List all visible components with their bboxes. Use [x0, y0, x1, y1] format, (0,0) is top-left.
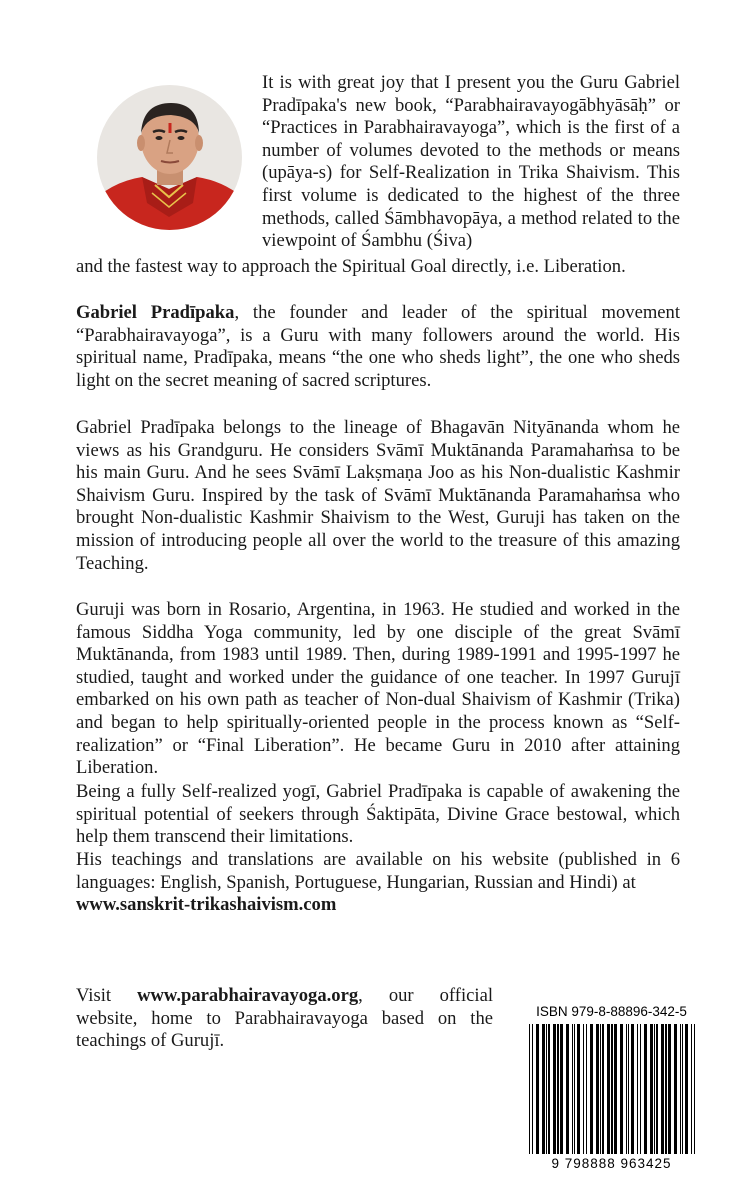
- barcode-bar: [626, 1024, 627, 1154]
- barcode-bar: [631, 1024, 634, 1154]
- barcode-bar: [600, 1024, 601, 1154]
- barcode-bar: [560, 1024, 563, 1154]
- saktipata-paragraph: Being a fully Self-realized yogī, Gabriel Pradīpaka is capable of awakening the spiritual potential of seekers through Śaktipāta, Divine Grace bestowal, which help them transcend their limitations.: [76, 781, 680, 848]
- barcode-bar: [583, 1024, 584, 1154]
- barcode-bar: [654, 1024, 655, 1154]
- barcode-bar: [529, 1024, 530, 1154]
- barcode-bar: [685, 1024, 688, 1154]
- author-paragraph-text: , the founder and leader of the spiritual movement “Parabhairavayoga”, is a Guru with many followers around the world. His spiritual name, Pradīpaka, means “the one who sheds light”, the one who sheds light on the secret meaning of sacred scriptures.: [76, 302, 681, 391]
- isbn-barcode: [519, 1000, 704, 1176]
- author-paragraph: [76, 302, 680, 392]
- barcode-bar: [682, 1024, 683, 1154]
- lineage-paragraph: Gabriel Pradīpaka belongs to the lineage of Bhagavān Nityānanda whom he views as his Grandguru. He considers Svāmī Muktānanda Paramahaṁsa to be his main Guru. And he sees Svāmī Lakṣmaṇa Joo as his Non-dualistic Kashmir Shaivism Guru. Inspired by the task of Svāmī Muktānanda Paramahaṁsa who brought Non-dualistic Kashmir Shaivism to the West, Guruji has taken on the mission of introducing people all over the world to the treasure of this amazing Teaching.: [76, 417, 680, 574]
- biography-paragraph: Guruji was born in Rosario, Argentina, in 1963. He studied and worked in the famous Siddha Yoga community, led by one disciple of the great Svāmī Muktānanda, from 1983 until 1989. Then, during 1989-1991 and 1995-1997 he studied, taught and worked under the guidance of one teacher. In 1997 Gurujī embarked on his own path as teacher of Non-dual Shaivism of Kashmir (Trika) and began to help spiritually-oriented people in the process known as “Self-realization” or “Final Liberation”. He became Guru in 2010 after attaining Liberation.: [76, 599, 680, 779]
- barcode-bar: [680, 1024, 681, 1154]
- barcode-bar: [674, 1024, 677, 1154]
- barcode-bar: [637, 1024, 638, 1154]
- barcode-bar: [577, 1024, 580, 1154]
- barcode-bar: [614, 1024, 617, 1154]
- author-photo: [97, 85, 242, 230]
- intro-paragraph: It is with great joy that I present you the Guru Gabriel Pradīpaka's new book, “Parabhairavayogābhyāsāḥ” or “Practices in Parabhairavayoga”, which is the first of a number of volumes devoted to the methods or means (upāya-s) for Self-Realization in Trika Shaivism. This first volume is dedicated to the highest of the three methods, called Śāmbhavopāya, a method related to the viewpoint of Śambhu (Śiva): [262, 72, 680, 252]
- barcode-digits: 9 798888 963425: [551, 1156, 672, 1171]
- barcode-bar: [668, 1024, 671, 1154]
- barcode-bar: [611, 1024, 613, 1154]
- barcode-bar: [650, 1024, 653, 1154]
- barcode-bar: [572, 1024, 573, 1154]
- teachings-paragraph-text: His teachings and translations are available on his website (published in 6 languages: English, Spanish, Portuguese, Hungarian, Russian and Hindi) at: [76, 849, 680, 893]
- barcode-bar: [546, 1024, 547, 1154]
- barcode-bar: [656, 1024, 658, 1154]
- barcode-bar: [665, 1024, 667, 1154]
- visit-paragraph: [76, 985, 493, 1053]
- barcode-bar: [566, 1024, 569, 1154]
- barcode-bar: [590, 1024, 593, 1154]
- website-link-parabhairavayoga[interactable]: www.parabhairavayoga.org: [137, 985, 359, 1006]
- barcode-bar: [596, 1024, 599, 1154]
- barcode-bar: [536, 1024, 539, 1154]
- barcode-bar: [553, 1024, 556, 1154]
- barcode-bar: [620, 1024, 623, 1154]
- barcode-bar: [586, 1024, 587, 1154]
- author-name: Gabriel Pradīpaka: [76, 302, 235, 323]
- teachings-paragraph: [76, 849, 680, 917]
- barcode-bar: [628, 1024, 629, 1154]
- barcode-bar: [574, 1024, 575, 1154]
- barcode-bars: [525, 1024, 698, 1156]
- barcode-bar: [602, 1024, 604, 1154]
- isbn-label: ISBN 979-8-88896-342-5: [536, 1004, 687, 1019]
- visit-text: , our official website, home to Parabhairavayoga based on the teachings of Gurujī.: [76, 985, 493, 1052]
- website-link-trika[interactable]: www.sanskrit-trikashaivism.com: [76, 894, 337, 916]
- barcode-bar: [607, 1024, 610, 1154]
- barcode-bar: [694, 1024, 695, 1154]
- barcode-bar: [640, 1024, 641, 1154]
- barcode-bar: [557, 1024, 559, 1154]
- barcode-bar: [691, 1024, 692, 1154]
- visit-lead: Visit: [76, 985, 112, 1006]
- barcode-bar: [542, 1024, 545, 1154]
- barcode-bar: [548, 1024, 550, 1154]
- barcode-bar: [644, 1024, 647, 1154]
- barcode-bar: [661, 1024, 664, 1154]
- intro-paragraph-end: and the fastest way to approach the Spiritual Goal directly, i.e. Liberation.: [76, 256, 626, 277]
- barcode-bar: [532, 1024, 533, 1154]
